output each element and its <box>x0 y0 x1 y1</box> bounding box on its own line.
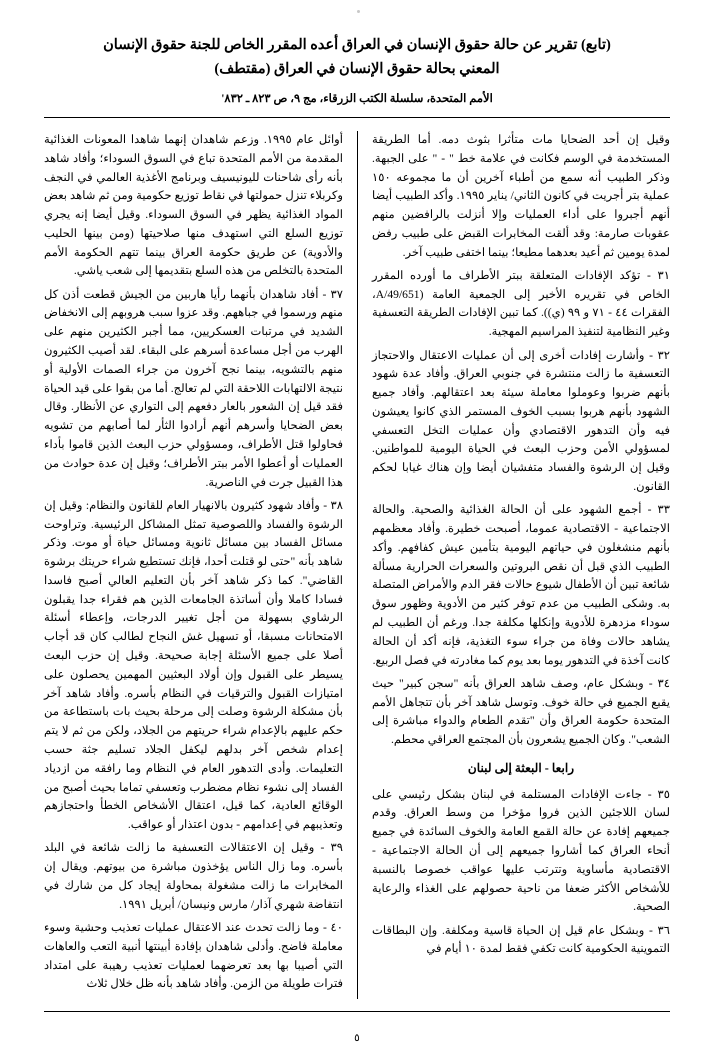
paragraph: ٣٧ - أفاد شاهدان بأنهما رأيا هاربين من الجيش قطعت أذن كل منهم ورسموا في جباههم. وقد عزوا سبب هروبهم إلى الانخفاض الشديد في مرتبات العسكريين، مما أجبر الكثيرين منهم على الهرب من أجل مساعدة أسرهم على البقاء. لقد أصيب الكثيرون منهم بالتشويه، بينما نجح آخرون من جراء الصمات الأولية أو نتيجة الالتهابات اللاحقة التي لم تعالج. أما من بقوا على قيد الحياة فقد قيل إن الشعور بالعار دفعهم إلى التواري عن الأنظار. وقال بعض الضحايا وأسرهم أنهم أرادوا الثأر لما أصابهم من تشويه فحاولوا قتل الأطراف، ومسؤولي حزب البعث الذين قاموا بأداء العمليات أو أعطوا الأمر ببتر الأطراف؛ وقيل إن عدة حوادث من هذا القبيل جرت في الناصرية. <box>44 287 343 489</box>
paragraph: ٣٤ - وبشكل عام، وصف شاهد العراق بأنه "سجن كبير" حيث يقبع الجميع في حالة خوف. وتوسل شاهد آخر بأن تتجاهل الأمم المتحدة حكومة العراق وأن "تقدم الطعام والدواء مباشرة إلى الشعب". وكان الجميع يشعرون بأن المجتمع العراقي محطم. <box>372 676 670 747</box>
column-left <box>44 131 357 999</box>
paragraph: ٣٢ - وأشارت إفادات أخرى إلى أن عمليات الاعتقال والاحتجاز التعسفية ما زالت منتشرة في جنوبي العراق. وأفاد عدة شهود بأنهم ضربوا وعوملوا معاملة سيئة بعد اعتقالهم. وأفاد جميع الشهود بأنهم هربوا بسبب الخوف المستمر الذي كانوا يعيشون فيه وأن التدهور الاقتصادي وأن عمليات التخل التعسفي لمسؤولي الأمن وحزب البعث في الحياة اليومية للمواطنين. وقيل إن الرشوة والفساد متفشيان أيضا وإن هناك غيابا لحكم القانون. <box>372 348 670 493</box>
paragraph: أوائل عام ١٩٩٥. وزعم شاهدان إنهما شاهدا المعونات الغذائية المقدمة من الأمم المتحدة تباع في السوق السوداء؛ وأفاد شاهد بأنه رأى شاحنات لليونيسيف وبرنامج الأغذية العالمي في النجف وكربلاء تنزل حمولتها في نقاط توزيع حكومية ومن ثم شاهد بعض المواد الغذائية يظهر في السوق السوداء. وقيل أيضا إنه يجري توزيع السلع التي استهدف منها صلاحيتها (ومن بينها الحليب والأدوية) عن طريق حكومة العراق بينما تتهم الحكومة الأمم المتحدة بالتخلص من هذه السلع بتقديمها إلى شعب ياشي. <box>44 132 343 278</box>
page-marker-dot <box>357 10 360 13</box>
paragraph: وقيل إن أحد الضحايا مات متأثرا بثوث دمه. أما الطريقة المستخدمة في الوسم فكانت في علامة خط " - " على الجبهة. وذكر الطبيب أنه سمع من أطباء آخرين أن ما مجموعه ١٥٠ عملية بتر أجريت في كانون الثاني/ يناير ١٩٩٥. وأكد الطبيب أيضا أنهم أجبروا على أداء العمليات وإلا أنزلت بالرافضين منهم عقوبات صارمة: وقد ألقت المخابرات القبض على طبيب رفض لمدة يومين ثم أعيد بعدهما مطيعا؛ بينما اختفى طبيب آخر. <box>372 132 671 259</box>
document-body-frame <box>44 117 670 1012</box>
paragraph: ٤٠ - وما زالت تحدث عند الاعتقال عمليات تعذيب وحشية وسوء معاملة فاضح. وأدلى شاهدان بإفادة أبينتها أنبية التعب والعاهات التي أصيبا بها بعد تعرضهما لعمليات تعذيب رهيبة على امتداد فترات طويلة من الزمن. وأفاد شاهد بأنه ظل خلال ثلاث <box>44 920 343 991</box>
page-number: ٥ <box>354 1033 360 1044</box>
paragraph: ٣٣ - أجمع الشهود على أن الحالة الغذائية والصحية. والحالة الاجتماعية - الاقتصادية عموما، أصبحت خطيرة. وأفاد معظمهم بأنهم منشغلون في حياتهم اليومية بتأمين عيش كفافهم. وأكد الطبيب الذي قبل أن نقص البروتين والسعرات الحرارية مسألة شائعة تبين أن الأطفال شيوع حالات فقر الدم والأمراض المتصلة به. وشكى الطبيب من عدم توفر كثير من الأدوية وظهور سوق سوداء مزدهرة للأدوية وإنكلها مكلفة جدا. ورغم أن الطبيب لم يشاهد حالات وفاة من جراء سوء التغذية، فإنه أكد أن الحالة كانت آخذة في التدهور يوما بعد يوم كما مغادرته في فصل الربيع. <box>372 503 670 667</box>
paragraph: ٣٨ - وأفاد شهود كثيرون بالانهيار العام للقانون والنظام: وقيل إن الرشوة والفساد واللصوصية تمثل المشاكل الرئيسية. وتراوحت مسائل الفساد بين مسائل ثانوية ومسائل حياة أو موت. وذكر شاهد بأنه "حتى لو قتلت أحدا، فإنك تستطيع شراء حريتك برشوة القاضي". كما ذكر شاهد آخر بأن التعليم العالي أصبح فاسدا فسادا كاملا وأن أساتذة الجامعات الذين هم فقراء جدا يقبلون الرشاوي بسهولة من أجل تغيير الدرجات، وإعطاء أسئلة الامتحانات مسبقا، أو تسهيل غش النجاح لطالب كان قد أجاب أصلا على جميع الأسئلة إجابة صحيحة. وقيل إن حزب البعث يسيطر على القبول وإن أولاد البعثيين المهمين يحصلون على امتيازات القبول والترقيات في النظام بأسره. وأفاد شاهد آخر بأن مشكلة الرشوة وصلت إلى مرحلة بحيث بات باستطاعة من حكم عليهم بالإعدام شراء حريتهم من الجلاد، ولكن من ثم لا يتم إعدام شخص آخر بدلهم ليكفل الجلاد تسليم جثة حسب التعليمات. وأدى التدهور العام في النظام وما رافقه من ازدياد الفساد إلى نشوء نظام مضطرب وتعسفي تماما بحيث أصبح من الوقائع العادية، كما قيل، اعتقال الأشخاص الخطأ واحتجازهم وتعذيبهم في إعدامهم - بدون اعتذار أو عواقب. <box>44 498 343 832</box>
document-title-line-1: (تابع) تقرير عن حالة حقوق الإنسان في العراق أعده المقرر الخاص للجنة حقوق الإنسان <box>103 37 611 53</box>
section-subheading: رابعا - البعثة إلى لبنان <box>467 760 575 775</box>
document-source-citation: الأمم المتحدة، سلسلة الكتب الزرقاء، مج ٩، ص ٨٢٣ ـ ٨٣٢' <box>221 92 493 105</box>
paragraph: ٣٩ - وقيل إن الاعتقالات التعسفية ما زالت شائعة في البلد بأسره. وما زال الناس يؤخذون مباشرة من بيوتهم. ويقال إن المخابرات ما زالت مشغولة بمحاولة إيجاد كل من شارك في انتفاضة شهري آذار/ مارس ونيسان/ أبريل ١٩٩١. <box>44 841 343 911</box>
column-right <box>357 131 670 999</box>
paragraph: ٣٦ - وبشكل عام قيل إن الحياة قاسية ومكلفة. وإن البطاقات التموينية الحكومية كانت تكفي فقط لمدة ١٠ أيام في <box>372 923 670 956</box>
document-title-line-2: المعني بحالة حقوق الإنسان في العراق (مقتطف) <box>214 61 500 78</box>
paragraph: ٣١ - تؤكد الإفادات المتعلقة ببتر الأطراف ما أورده المقرر الخاص في تقريره الأخير إلى الجمعية العامة (A/49/651، الفقرات ٤٤ - ٧١ و ٩٩ (ي)). كما تبين الإفادات الطريقة التعسفية وغير النظامية لتنفيذ المراسيم المهجية. <box>372 268 670 339</box>
paragraph: ٣٥ - جاءت الإفادات المستلمة في لبنان بشكل رئيسي على لسان اللاجئين الذين فروا مؤخرا من وسط العراق. وقدم جميعهم إفادة عن حالة القمع العامة والخوف السائدة في جميع أنحاء العراق كما أشاروا جميعهم إلى أن الحالة الاجتماعية - الاقتصادية مأساوية وتترتب عليها عواقب خصوصا بالنسبة للأشخاص الأكثر ضعفا من ناحية حصولهم على الغذاء والرعاية الصحية. <box>372 787 670 914</box>
two-column-body <box>44 118 670 1011</box>
document-header <box>44 34 670 105</box>
